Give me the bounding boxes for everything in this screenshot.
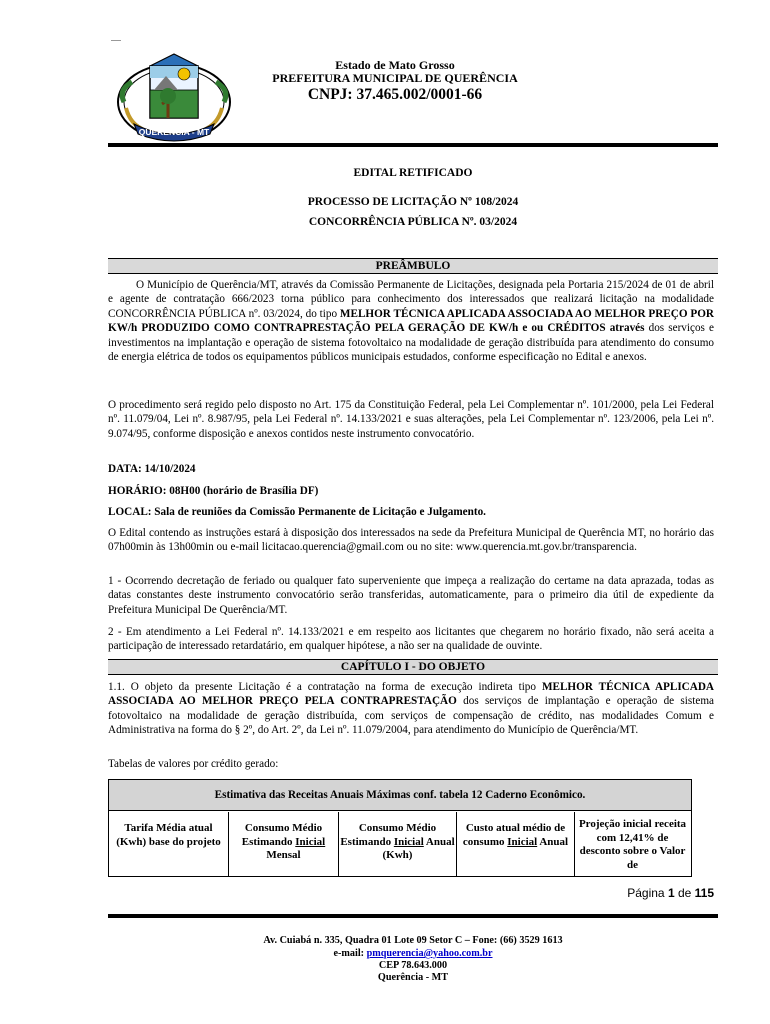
- footer-email-link[interactable]: pmquerencia@yahoo.com.br: [366, 948, 493, 959]
- capitulo-p1-text-c: dos serviços de implantação e operação de sistema fotovoltaico na modalidade de geração distribuída, com serviços de compensação de crédito, nas modalidades Comum e Administrativa na forma do § 2º, do Art. 2º, da Lei nº. 11.079/2004, para atendimento do Município de Querência/MT.: [108, 695, 714, 737]
- col4-text-b: Anual: [537, 835, 569, 848]
- capitulo-p1-text-a: 1.1. O objeto da presente Licitação é a contratação na forma de execução indireta tipo: [108, 681, 542, 693]
- preambulo-p1-text-a: O Município de Querência/MT, através da Comissão Permanente de Licitações, designada pela Portaria 215/2024 de 01 de abril e agente de contratação 666/2023 torna público para conhecimento dos interessados que realizará licitação na modalidade CONCORRÊNCIA PÚBLICA nº. 03/2024, do tipo: [108, 279, 714, 320]
- preambulo-paragraph-1: [108, 278, 714, 364]
- preambulo-paragraph-4: 1 - Ocorrendo decretação de feriado ou qualquer fato superveniente que impeça a realização do certame na data aprazada, todas as datas constantes deste instrumento convocatório serão transferidas, automaticamente, para o primeiro dia útil de expediente da Prefeitura Municipal De Querência/MT.: [108, 575, 714, 616]
- col3-text-a: Consumo Médio Estimando: [340, 822, 437, 848]
- preambulo-paragraph-3: O Edital contendo as instruções estará à disposição dos interessados na sede da Prefeitura Municipal de Querência MT, no horário das 07h00min às 13h00min ou e-mail licitacao.querencia@gmail.com ou no site: www.querencia.mt.gov.br/transparencia.: [108, 527, 714, 554]
- location-line: [108, 505, 714, 519]
- col-consumo-mensal: [229, 812, 339, 876]
- time-line: [108, 484, 714, 498]
- col-custo-anual: [457, 812, 575, 876]
- col4-underline: Inicial: [507, 835, 538, 848]
- time-text: HORÁRIO: 08H00 (horário de Brasília DF): [108, 485, 319, 497]
- footer-email-line: [108, 948, 718, 959]
- concorrencia-title: CONCORRÊNCIA PÚBLICA Nº. 03/2024: [308, 216, 518, 228]
- preambulo-heading: PREÂMBULO: [108, 258, 718, 274]
- col3-text-b: Anual (Kwh): [382, 835, 455, 861]
- page-number: [627, 886, 714, 900]
- page-number-current: 1: [667, 886, 675, 900]
- col4-text-a: Custo atual médio de consumo: [462, 822, 566, 848]
- col2-text-a: Consumo Médio Estimando: [241, 822, 323, 848]
- revenue-table: [108, 779, 692, 877]
- tables-label: Tabelas de valores por crédito gerado:: [108, 758, 279, 770]
- footer-address: Av. Cuiabá n. 335, Quadra 01 Lote 09 Setor C – Fone: (66) 3529 1613: [263, 935, 563, 946]
- municipal-crest-logo: [110, 50, 238, 142]
- header-cnpj: CNPJ: 37.465.002/0001-66: [307, 86, 483, 103]
- col3-underline: Inicial: [393, 835, 424, 848]
- date-line: [108, 462, 714, 476]
- capitulo-1-heading: CAPÍTULO I - DO OBJETO: [108, 659, 718, 675]
- page-number-prefix: Página: [627, 886, 668, 900]
- col-consumo-anual: [339, 812, 457, 876]
- col-projecao-receita: Projeção inicial receita com 12,41% de desconto sobre o Valor de: [578, 818, 687, 871]
- header-state: Estado de Mato Grosso: [335, 58, 455, 72]
- scan-mark: [111, 40, 121, 41]
- edital-title: EDITAL RETIFICADO: [353, 167, 473, 179]
- page-number-middle: de: [674, 886, 695, 900]
- footer-cep: CEP 78.643.000: [378, 960, 448, 971]
- footer-email-label: e-mail:: [333, 948, 367, 959]
- location-text: LOCAL: Sala de reuniões da Comissão Permanente de Licitação e Julgamento.: [108, 506, 486, 518]
- col2-underline: Inicial: [295, 835, 326, 848]
- header-divider: [108, 143, 718, 147]
- preambulo-p1-bold: MELHOR TÉCNICA APLICADA ASSOCIADA AO MELHOR PREÇO POR KW/h PRODUZIDO COMO CONTRAPRESTAÇÃO PELA GERAÇÃO DE KW/h e ou CRÉDITOS através: [108, 307, 714, 335]
- footer-city: Querência - MT: [377, 972, 449, 983]
- preambulo-p1-text-c: dos serviços e investimentos na implantação e operação de sistema fotovoltaico na modalidade de geração distribuída para atendimento do consumo de energia elétrica de todos os equipamentos públicos municipais estudados, conforme especificação no Edital e anexos.: [108, 322, 714, 364]
- page-number-total: 115: [694, 886, 714, 900]
- date-text: DATA: 14/10/2024: [108, 463, 196, 475]
- header-prefecture: PREFEITURA MUNICIPAL DE QUERÊNCIA: [272, 71, 518, 85]
- processo-title: PROCESSO DE LICITAÇÃO Nº 108/2024: [307, 196, 519, 208]
- revenue-table-header-row: [109, 812, 691, 876]
- revenue-table-title: Estimativa das Receitas Anuais Máximas conf. tabela 12 Caderno Econômico.: [109, 780, 691, 811]
- footer-divider: [108, 914, 718, 918]
- capitulo-1-paragraph-1: [108, 680, 714, 738]
- capitulo-p1-bold: MELHOR TÉCNICA APLICADA ASSOCIADA AO MELHOR PREÇO PELA CONTRAPRESTAÇÃO: [108, 681, 714, 708]
- preambulo-paragraph-2: O procedimento será regido pelo disposto no Art. 175 da Constituição Federal, pela Lei Complementar nº. 101/2000, pela Lei Federal nº. 11.079/04, Lei nº. 8.987/95, pela Lei Federal nº. 14.133/2021 e suas alterações, pela Lei Complementar nº. 123/2006, pela Lei nº. 9.074/95, conforme disposição e anexos contidos neste instrumento convocatório.: [108, 399, 714, 440]
- preambulo-paragraph-5: 2 - Em atendimento a Lei Federal nº. 14.133/2021 e em respeito aos licitantes que chegarem no horário fixado, não será aceita a participação de interessado retardatário, em qualquer hipótese, a não ser na qualidade de ouvinte.: [108, 626, 714, 653]
- col-tarifa-media: Tarifa Média atual (Kwh) base do projeto: [109, 812, 229, 876]
- crest-ribbon-text: QUERÊNCIA - MT: [138, 127, 210, 137]
- col2-text-b: Mensal: [266, 849, 301, 861]
